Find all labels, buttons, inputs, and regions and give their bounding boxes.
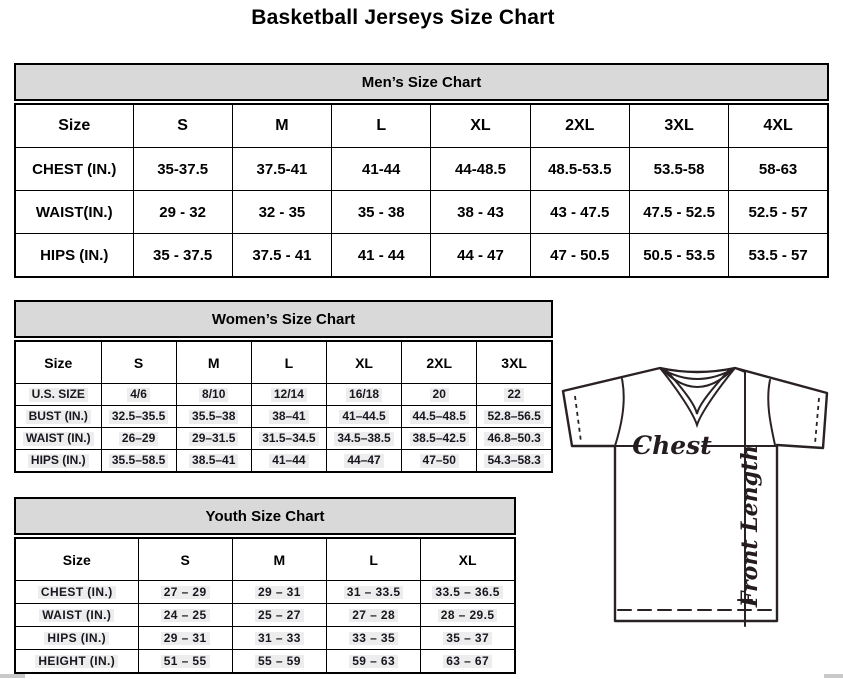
value-cell <box>101 406 176 428</box>
column-header: M <box>232 538 326 581</box>
highlighted-text: 59 – 63 <box>349 655 398 669</box>
value-cell <box>421 627 515 650</box>
value-cell: 29 - 32 <box>133 191 232 234</box>
value-cell <box>477 406 552 428</box>
youth-size-chart <box>14 497 516 674</box>
column-header: L <box>327 538 421 581</box>
size-column-header: Size <box>15 538 138 581</box>
value-cell: 47 - 50.5 <box>530 234 629 278</box>
jersey-diagram <box>550 360 842 662</box>
highlighted-text: 16/18 <box>346 388 382 402</box>
value-cell <box>326 406 401 428</box>
value-cell: 37.5 - 41 <box>232 234 331 278</box>
highlighted-text: HEIGHT (IN.) <box>35 655 118 669</box>
column-header: M <box>176 341 251 384</box>
value-cell <box>176 406 251 428</box>
value-cell <box>138 581 232 604</box>
column-header: S <box>101 341 176 384</box>
value-cell <box>421 581 515 604</box>
row-label-cell <box>15 627 138 650</box>
header-row <box>15 104 828 148</box>
table-row <box>15 450 552 473</box>
table-row <box>15 581 515 604</box>
highlighted-text: HIPS (IN.) <box>28 454 89 468</box>
value-cell <box>138 604 232 627</box>
table-row <box>15 234 828 278</box>
womens-chart-title: Women’s Size Chart <box>14 300 553 338</box>
highlighted-text: 44–47 <box>344 454 383 468</box>
highlighted-text: 28 – 29.5 <box>438 609 498 623</box>
highlighted-text: 52.8–56.5 <box>484 410 543 424</box>
value-cell <box>251 450 326 473</box>
column-header: M <box>232 104 331 148</box>
highlighted-text: 24 – 25 <box>161 609 210 623</box>
column-header: 3XL <box>629 104 728 148</box>
highlighted-text: 4/6 <box>127 388 150 402</box>
value-cell <box>477 384 552 406</box>
value-cell: 37.5-41 <box>232 148 331 191</box>
value-cell <box>477 428 552 450</box>
highlighted-text: 22 <box>504 388 523 402</box>
row-label-cell: CHEST (IN.) <box>15 148 133 191</box>
value-cell <box>402 428 477 450</box>
size-column-header: Size <box>15 104 133 148</box>
mens-chart-title: Men’s Size Chart <box>14 63 829 101</box>
row-label-cell <box>15 384 101 406</box>
highlighted-text: 31 – 33 <box>255 632 304 646</box>
row-label-cell: HIPS (IN.) <box>15 234 133 278</box>
highlighted-text: 26–29 <box>119 432 158 446</box>
column-header: 4XL <box>729 104 828 148</box>
highlighted-text: BUST (IN.) <box>26 410 91 424</box>
highlighted-text: 35 – 37 <box>443 632 492 646</box>
highlighted-text: 31.5–34.5 <box>259 432 318 446</box>
chest-label: Chest <box>632 431 712 460</box>
value-cell: 35 - 38 <box>332 191 431 234</box>
column-header: 2XL <box>402 341 477 384</box>
value-cell <box>251 406 326 428</box>
page-title: Basketball Jerseys Size Chart <box>251 6 555 29</box>
highlighted-text: 47–50 <box>420 454 459 468</box>
highlighted-text: 33 – 35 <box>349 632 398 646</box>
value-cell: 58-63 <box>729 148 828 191</box>
column-header: S <box>138 538 232 581</box>
highlighted-text: 33.5 – 36.5 <box>432 586 502 600</box>
value-cell: 35 - 37.5 <box>133 234 232 278</box>
table-row <box>15 406 552 428</box>
value-cell <box>176 384 251 406</box>
column-header: 2XL <box>530 104 629 148</box>
highlighted-text: WAIST (IN.) <box>39 609 114 623</box>
column-header: S <box>133 104 232 148</box>
highlighted-text: WAIST (IN.) <box>23 432 94 446</box>
header-row <box>15 538 515 581</box>
row-label-cell <box>15 650 138 674</box>
highlighted-text: CHEST (IN.) <box>38 586 116 600</box>
value-cell: 38 - 43 <box>431 191 530 234</box>
womens-size-table <box>14 340 553 473</box>
value-cell <box>101 428 176 450</box>
column-header: XL <box>326 341 401 384</box>
row-label-cell <box>15 428 101 450</box>
value-cell <box>232 650 326 674</box>
highlighted-text: 38–41 <box>269 410 308 424</box>
highlighted-text: 35.5–38 <box>189 410 238 424</box>
row-label-cell <box>15 406 101 428</box>
table-row <box>15 650 515 674</box>
youth-size-table <box>14 537 516 674</box>
horizontal-scrollbar-left-piece[interactable] <box>0 674 25 678</box>
highlighted-text: 29 – 31 <box>161 632 210 646</box>
jersey-outline <box>563 368 827 621</box>
column-header: L <box>332 104 431 148</box>
row-label-cell <box>15 604 138 627</box>
highlighted-text: 25 – 27 <box>255 609 304 623</box>
value-cell: 44-48.5 <box>431 148 530 191</box>
value-cell <box>326 428 401 450</box>
row-label-cell <box>15 581 138 604</box>
womens-size-chart <box>14 300 553 473</box>
highlighted-text: 27 – 28 <box>349 609 398 623</box>
value-cell <box>138 627 232 650</box>
value-cell <box>402 384 477 406</box>
value-cell <box>138 650 232 674</box>
column-header: XL <box>431 104 530 148</box>
size-column-header: Size <box>15 341 101 384</box>
value-cell: 41-44 <box>332 148 431 191</box>
highlighted-text: 12/14 <box>271 388 307 402</box>
value-cell <box>327 650 421 674</box>
value-cell: 53.5-58 <box>629 148 728 191</box>
value-cell <box>402 406 477 428</box>
highlighted-text: 38.5–41 <box>189 454 238 468</box>
row-label-cell <box>15 450 101 473</box>
front-length-label: Front Length <box>737 444 763 608</box>
highlighted-text: 27 – 29 <box>161 586 210 600</box>
table-row <box>15 604 515 627</box>
highlighted-text: 32.5–35.5 <box>109 410 168 424</box>
table-row <box>15 148 828 191</box>
value-cell: 43 - 47.5 <box>530 191 629 234</box>
highlighted-text: HIPS (IN.) <box>44 632 109 646</box>
highlighted-text: 51 – 55 <box>161 655 210 669</box>
highlighted-text: 8/10 <box>199 388 228 402</box>
highlighted-text: 44.5–48.5 <box>410 410 469 424</box>
value-cell <box>421 650 515 674</box>
value-cell <box>101 384 176 406</box>
highlighted-text: 31 – 33.5 <box>344 586 404 600</box>
youth-chart-title: Youth Size Chart <box>14 497 516 535</box>
value-cell <box>232 604 326 627</box>
table-row <box>15 627 515 650</box>
column-header: L <box>251 341 326 384</box>
value-cell <box>251 428 326 450</box>
highlighted-text: 35.5–58.5 <box>109 454 168 468</box>
value-cell: 47.5 - 52.5 <box>629 191 728 234</box>
highlighted-text: 38.5–42.5 <box>410 432 469 446</box>
value-cell <box>232 627 326 650</box>
value-cell <box>326 450 401 473</box>
value-cell <box>327 581 421 604</box>
value-cell <box>251 384 326 406</box>
value-cell <box>176 450 251 473</box>
highlighted-text: 55 – 59 <box>255 655 304 669</box>
highlighted-text: 54.3–58.3 <box>484 454 543 468</box>
value-cell: 44 - 47 <box>431 234 530 278</box>
header-row <box>15 341 552 384</box>
highlighted-text: 29 – 31 <box>255 586 304 600</box>
value-cell: 52.5 - 57 <box>729 191 828 234</box>
value-cell <box>326 384 401 406</box>
value-cell: 41 - 44 <box>332 234 431 278</box>
value-cell <box>101 450 176 473</box>
highlighted-text: U.S. SIZE <box>29 388 88 402</box>
value-cell <box>421 604 515 627</box>
value-cell: 35-37.5 <box>133 148 232 191</box>
highlighted-text: 41–44 <box>269 454 308 468</box>
table-row <box>15 384 552 406</box>
highlighted-text: 34.5–38.5 <box>334 432 393 446</box>
value-cell: 53.5 - 57 <box>729 234 828 278</box>
row-label-cell: WAIST(IN.) <box>15 191 133 234</box>
highlighted-text: 46.8–50.3 <box>484 432 543 446</box>
highlighted-text: 29–31.5 <box>189 432 238 446</box>
highlighted-text: 20 <box>430 388 449 402</box>
highlighted-text: 63 – 67 <box>443 655 492 669</box>
value-cell <box>327 627 421 650</box>
column-header: 3XL <box>477 341 552 384</box>
table-row <box>15 428 552 450</box>
horizontal-scrollbar-right-piece[interactable] <box>824 674 843 678</box>
value-cell: 50.5 - 53.5 <box>629 234 728 278</box>
mens-size-table <box>14 103 829 278</box>
value-cell <box>232 581 326 604</box>
highlighted-text: 41–44.5 <box>339 410 388 424</box>
value-cell <box>327 604 421 627</box>
table-row <box>15 191 828 234</box>
value-cell <box>477 450 552 473</box>
value-cell: 32 - 35 <box>232 191 331 234</box>
column-header: XL <box>421 538 515 581</box>
value-cell <box>402 450 477 473</box>
value-cell: 48.5-53.5 <box>530 148 629 191</box>
value-cell <box>176 428 251 450</box>
mens-size-chart <box>14 63 829 278</box>
